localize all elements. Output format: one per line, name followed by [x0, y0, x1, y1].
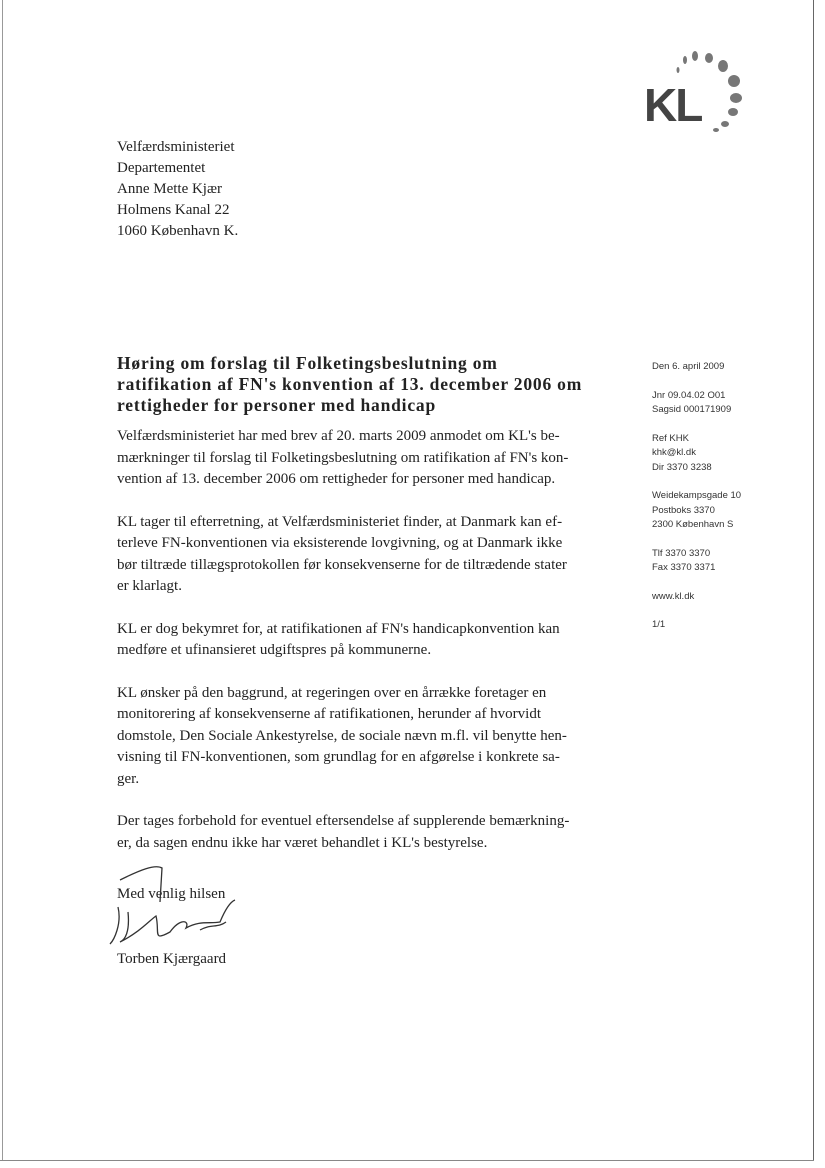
text-line: mærkninger til forslag til Folketingsbeslutning om ratifikation af FN's kon-: [117, 449, 569, 466]
page-edge-right: [813, 0, 814, 1160]
recipient-line: Anne Mette Kjær: [117, 181, 222, 197]
signer-name: Torben Kjærgaard: [117, 951, 227, 967]
text-line: er, da sagen endnu ikke har været behandlet i KL's bestyrelse.: [117, 834, 488, 851]
text-line: visning til FN-konventionen, som grundlag for en afgørelse i konkrete sa-: [117, 749, 560, 765]
logo-text: KL: [644, 79, 702, 131]
journal-number: Jnr 09.04.02 O01: [652, 389, 726, 401]
page-edge-bottom: [0, 1160, 814, 1161]
street-address: Weidekampsgade 10: [652, 490, 742, 501]
paragraph: [117, 811, 597, 854]
case-id: Sagsid 000171909: [652, 404, 732, 415]
letter-body: [117, 426, 597, 875]
kl-logo: [640, 48, 750, 148]
handwritten-signature: [100, 862, 260, 962]
heading-line: rettigheder for personer med handicap: [117, 395, 436, 415]
text-line: domstole, Den Sociale Ankestyrelse, de sociale nævn m.fl. vil benytte hen-: [117, 727, 567, 744]
text-line: er klarlagt.: [117, 578, 182, 594]
text-line: KL ønsker på den baggrund, at regeringen over en årrække foretager en: [117, 684, 547, 701]
paragraph: [117, 512, 597, 598]
text-line: vention af 13. december 2006 om rettigheder for personer med handicap.: [117, 471, 556, 487]
text-line: terleve FN-konventionen via eksisterende lovgivning, og at Danmark ikke: [117, 535, 563, 551]
phone: Tlf 3370 3370: [652, 547, 711, 559]
fax: Fax 3370 3371: [652, 562, 716, 573]
sender-info-column: [652, 360, 741, 633]
heading-line: Høring om forslag til Folketingsbeslutning om: [117, 353, 498, 373]
text-line: KL er dog bekymret for, at ratifikationen af FN's handicapkonvention kan: [117, 620, 560, 637]
email: khk@kl.dk: [652, 447, 696, 458]
reference: Ref KHK: [652, 432, 689, 444]
paragraph: [117, 683, 597, 791]
text-line: medføre et ufinansieret udgiftspres på kommunerne.: [117, 642, 432, 658]
recipient-line: Departementet: [117, 160, 206, 176]
closing-greeting: Med venlig hilsen: [117, 886, 226, 902]
text-line: Velfærdsministeriet har med brev af 20. marts 2009 anmodet om KL's be-: [117, 428, 560, 444]
direct-phone: Dir 3370 3238: [652, 461, 712, 473]
recipient-address: [117, 137, 238, 242]
paragraph: [117, 426, 597, 491]
text-line: monitorering af konsekvenserne af ratifikationen, herunder af hvorvidt: [117, 706, 542, 722]
letter-heading: [117, 353, 582, 416]
text-line: bør tiltræde tillægsprotokollen før konsekvenserne for de tiltrædende stater: [117, 556, 567, 573]
text-line: Der tages forbehold for eventuel eftersendelse af supplerende bemærkning-: [117, 813, 570, 829]
recipient-line: Velfærdsministeriet: [117, 139, 235, 155]
text-line: KL tager til efterretning, at Velfærdsministeriet finder, at Danmark kan ef-: [117, 513, 563, 530]
letter-date: Den 6. april 2009: [652, 361, 725, 372]
city: 2300 København S: [652, 519, 734, 530]
page-edge-left: [2, 0, 3, 1160]
heading-line: ratifikation af FN's konvention af 13. december 2006 om: [117, 374, 583, 394]
postbox: Postboks 3370: [652, 504, 715, 516]
website: www.kl.dk: [652, 590, 695, 602]
recipient-line: Holmens Kanal 22: [117, 202, 230, 218]
page-number: 1/1: [652, 619, 666, 630]
text-line: ger.: [117, 770, 140, 787]
paragraph: [117, 619, 597, 662]
recipient-line: 1060 København K.: [117, 223, 239, 239]
